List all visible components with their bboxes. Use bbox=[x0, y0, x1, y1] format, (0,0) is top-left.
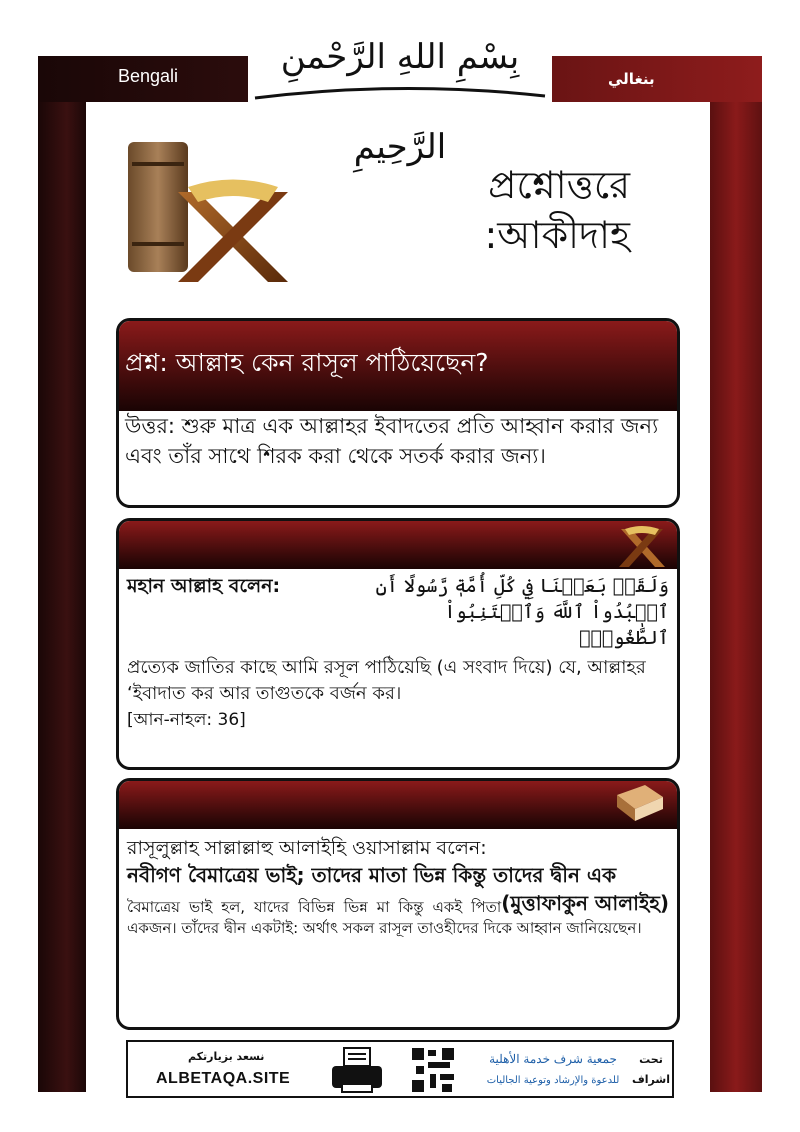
question-header bbox=[119, 321, 677, 411]
frame-right-header bbox=[552, 56, 762, 102]
frame-left-bar bbox=[38, 56, 86, 1092]
hadith-card-header bbox=[119, 781, 677, 829]
footer-visit-text: نسعد بزيارتكم bbox=[188, 1050, 265, 1063]
book-icon bbox=[611, 781, 667, 825]
quran-reference: [আন-নাহল: 36] bbox=[127, 710, 246, 730]
footer-site-link[interactable]: ALBETAQA.SITE bbox=[156, 1070, 291, 1087]
question-text: প্রশ্ন: আল্লাহ কেন রাসূল পাঠিয়েছেন? bbox=[125, 348, 489, 377]
hadith-card bbox=[116, 778, 680, 1030]
hadith-lead: রাসূলুল্লাহ সাল্লাল্লাহু আলাইহি ওয়াসাল্লাম বলেন: bbox=[127, 837, 487, 859]
book-stand-icon bbox=[615, 523, 669, 569]
title-line-1: প্রশ্নোত্তরে bbox=[488, 163, 630, 207]
supervision-label-2: اشراف bbox=[632, 1073, 670, 1086]
qr-code-icon[interactable] bbox=[408, 1044, 458, 1096]
basmala-calligraphy: بِسْمِ اللهِ الرَّحْمنِ الرَّحِيمِ bbox=[280, 37, 520, 167]
quran-translation: প্রত্যেক জাতির কাছে আমি রসূল পাঠিয়েছি (এ সংবাদ দিয়ে) যে, আল্লাহর ‘ইবাদাত কর আর তাগুতকে বর্জন কর। bbox=[127, 657, 646, 704]
title-line-2: :আকীদাহ bbox=[484, 213, 630, 257]
printer-icon[interactable] bbox=[328, 1044, 386, 1096]
supervision-label-1: تحت bbox=[639, 1053, 663, 1066]
quran-card bbox=[116, 518, 680, 770]
language-label-english: Bengali bbox=[118, 66, 179, 86]
quran-lead: মহান আল্লাহ বলেন: bbox=[127, 575, 281, 597]
hadith-statement: নবীগণ বৈমাত্রেয় ভাই; তাদের মাতা ভিন্ন কিন্তু তাদের দ্বীন এক bbox=[127, 863, 617, 887]
hadith-card-body bbox=[119, 829, 677, 945]
footer-supervision bbox=[632, 1050, 670, 1090]
frame-right-bar bbox=[710, 56, 762, 1092]
language-label-arabic: بنغالي bbox=[608, 70, 655, 88]
calligraphy-swash-icon bbox=[250, 80, 550, 104]
hadith-source: (মুত্তাফাকুন আলাইহ) bbox=[501, 891, 669, 915]
footer-bar bbox=[126, 1040, 674, 1098]
book-stand-icon bbox=[118, 132, 298, 292]
question-card bbox=[116, 318, 680, 508]
quran-arabic-verse: وَلَقَدۡ بَعَثۡنَا فِي كُلِّ أُمَّةٖ رَّسُولًا أَنِ ٱعۡبُدُواْ ٱللَّهَ وَٱجۡتَنِبُواْ ٱلطَّٰغُوتَۖ bbox=[375, 575, 669, 649]
org-subtitle: للدعوة والإرشاد وتوعية الجاليات bbox=[486, 1075, 620, 1086]
hadith-explanation: বৈমাত্রেয় ভাই হল, যাদের বিভিন্ন ভিন্ন মা কিন্তু একই পিতা একজন। তাঁদের দ্বীন একটাই: অর্থাৎ সকল রাসূল তাওহীদের দিকে আহ্বান জানিয়েছেন। bbox=[127, 898, 642, 937]
answer-text: উত্তর: শুরু মাত্র এক আল্লাহর ইবাদতের প্রতি আহ্বান করার জন্য এবং তাঁর সাথে শিরক করা থেকে সতর্ক করার জন্য। bbox=[125, 414, 659, 468]
footer-organization bbox=[478, 1048, 628, 1094]
page-title bbox=[330, 160, 630, 260]
quran-card-header bbox=[119, 521, 677, 569]
hadith-text bbox=[127, 861, 669, 915]
org-name: جمعية شرف خدمة الأهلية bbox=[489, 1052, 617, 1066]
quran-card-body bbox=[119, 569, 677, 737]
